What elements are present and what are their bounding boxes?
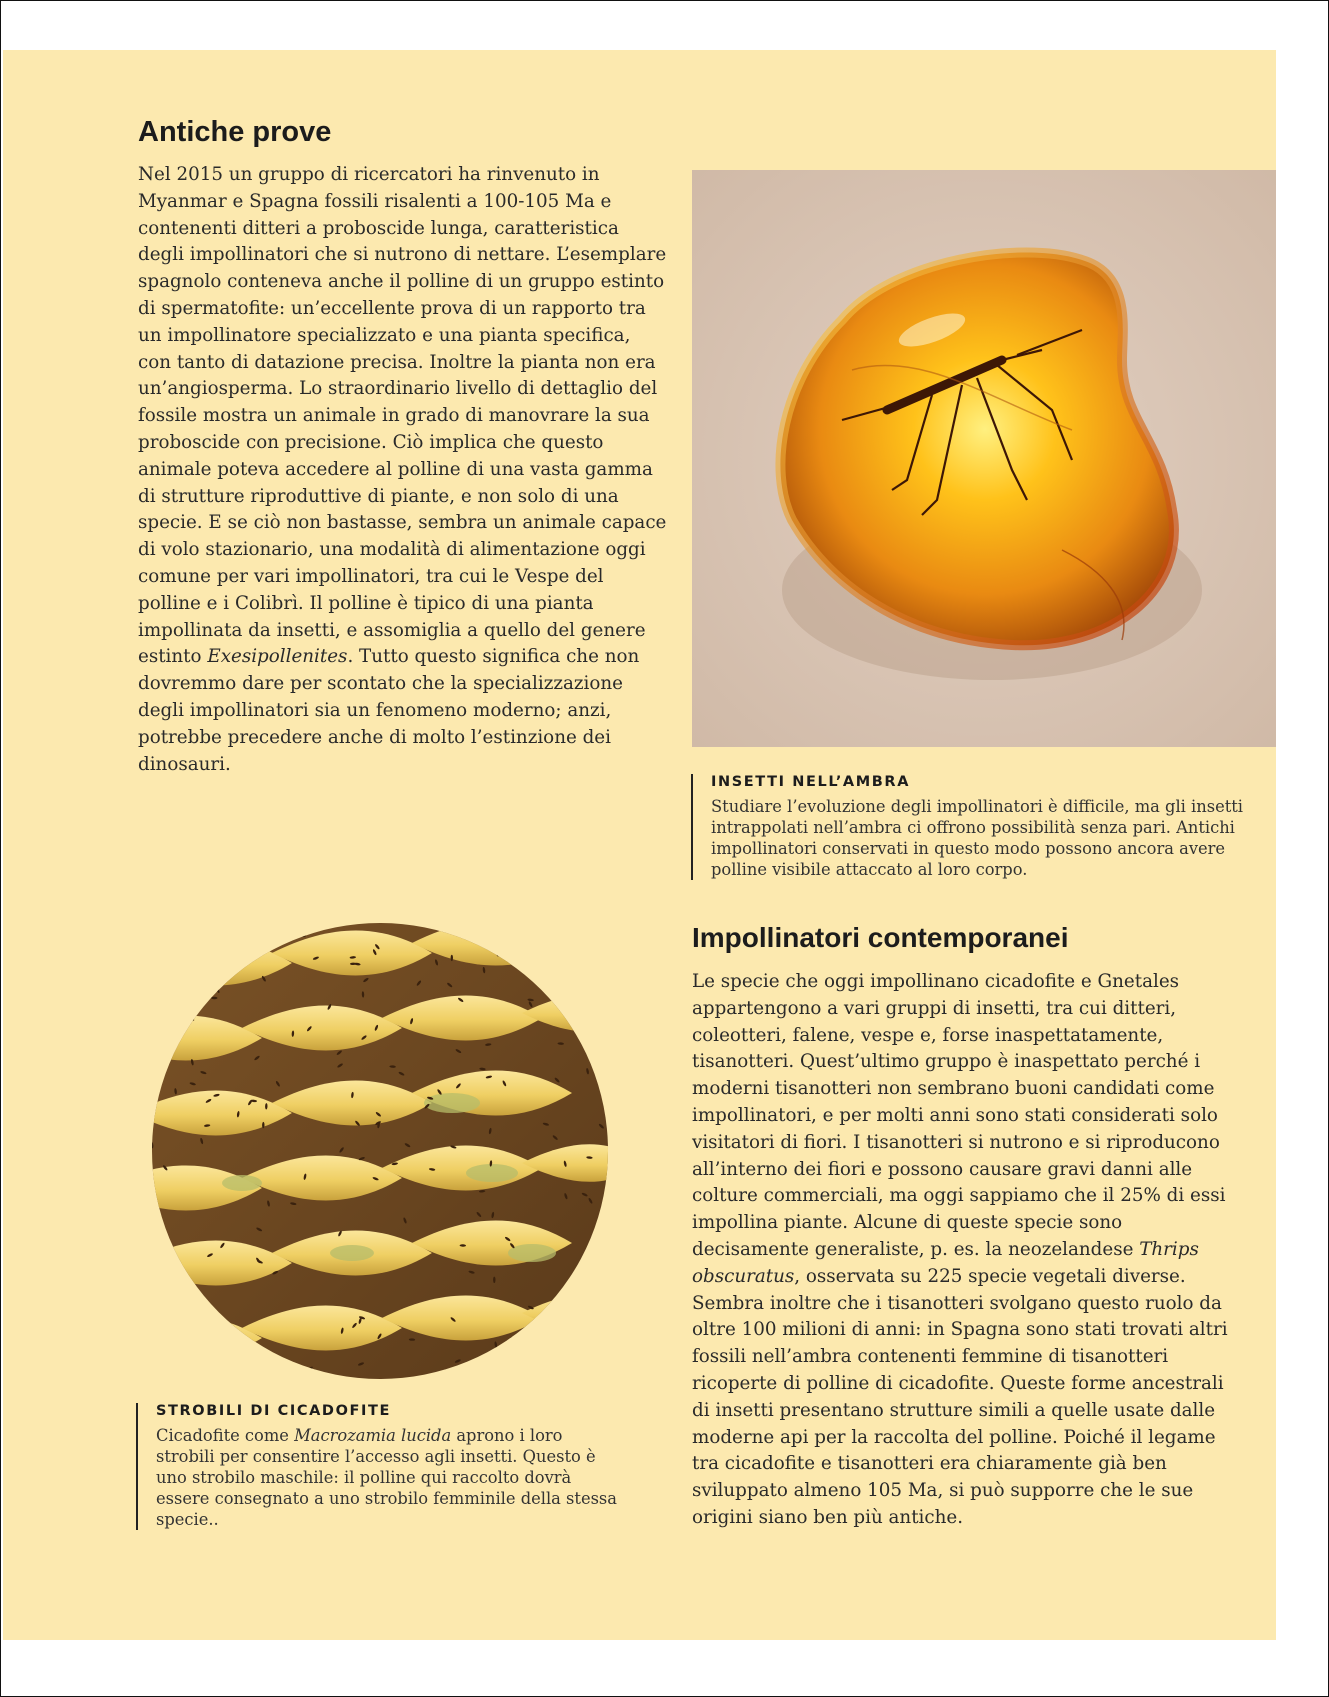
caption-amber: [691, 774, 1271, 880]
caption-italic-species: Macrozamia lucida: [294, 1426, 452, 1445]
section-body-antiche-prove: [138, 162, 668, 778]
caption-cone: [136, 1403, 626, 1530]
caption-cone-title: STROBILI DI CICADOFITE: [156, 1403, 391, 1419]
body-part: Le specie che oggi impollinano cicadofite e Gnetales appartengono a vari gruppi di insetti, tra cui ditteri, coleotteri, falene, vespe e, forse inaspettatamente, tisanotteri. Quest’ultimo gruppo è inaspettato perché i moderni tisanotteri non sembrano buoni candidati come impollinatori, e per molti anni sono stati considerati solo visitatori di fiori. I tisanotteri si nutrono e si riproducono all’interno dei fiori e possono causare gravi danni alle colture commerciali, ma oggi sappiamo che il 25% di essi impollina piante. Alcune di queste specie sono decisamente generaliste, p. es. la neozelandese: [692, 971, 1226, 1260]
caption-amber-title: INSETTI NELL’AMBRA: [711, 774, 911, 790]
section-body-impollinatori: [692, 969, 1237, 1532]
thrips-speck: [211, 997, 217, 999]
cone-illustration: [152, 923, 608, 1379]
body-italic-genus: Exesipollenites: [207, 646, 348, 668]
thrips-speck: [493, 1277, 495, 1283]
caption-cone-text: [156, 1425, 626, 1530]
caption-amber-text: Studiare l’evoluzione degli impollinatori è difficile, ma gli insetti intrappolati nell’ambra ci offrono possibilità senza pari. Antichi impollinatori conservati in questo modo possono ancora avere polline visibile attaccato al loro corpo.: [711, 797, 1244, 879]
thrips-speck: [451, 955, 453, 961]
caption-part: aprono i loro strobili per consentire l’accesso agli insetti. Questo è uno strobilo maschile: il polline qui raccolto dovrà essere consegnato a uno strobilo femminile della stessa specie..: [156, 1426, 617, 1529]
section-title-impollinatori: Impollinatori contemporanei: [692, 922, 1069, 953]
caption-part: Cicadofite come: [156, 1426, 295, 1445]
body-part: Nel 2015 un gruppo di ricercatori ha rinvenuto in Myanmar e Spagna fossili risalenti a 100-105 Ma e contenenti ditteri a proboscide lunga, caratteristica degli impollinatori che si nutrono di nettare. L’esemplare spagnolo conteneva anche il polline di un gruppo estinto di spermatofite: un’eccellente prova di un rapporto tra un impollinatore specializzato e una pianta specifica, con tanto di datazione precisa. Inoltre la pianta non era un’angiosperma. Lo straordinario livello di dettaglio del fossile mostra un animale in grado di manovrare la sua proboscide con precisione. Ciò implica che questo animale poteva accedere al polline di una vasta gamma di strutture riproduttive di piante, e non solo di una specie. E se ciò non bastasse, sembra un animale capace di volo stazionario, una modalità di alimentazione oggi comune per vari impollinatori, tra cui le Vespe del polline e i Colibrì. Il polline è tipico di una pianta impollinata da insetti, e assomiglia a quello del genere estinto: [138, 164, 667, 668]
section-title-antiche-prove: Antiche prove: [138, 116, 332, 148]
body-italic-species: Thrips obscuratus: [692, 1238, 1199, 1287]
body-part: . Tutto questo significa che non dovremmo dare per scontato che la specializzazione degli impollinatori sia un fenomeno moderno; anzi, potrebbe precedere anche di molto l’estinzione dei dinosauri.: [138, 646, 640, 775]
body-part: , osservata su 225 specie vegetali diverse. Sembra inoltre che i tisanotteri svolgano questo ruolo da oltre 100 milioni di anni: in Spagna sono stati trovati altri fossili nell’ambra contenenti femmine di tisanotteri ricoperte di polline di cicadofite. Queste forme ancestrali di insetti presentano strutture simili a quelle usate dalle moderne api per la raccolta del polline. Poiché il legame tra cicadofite e tisanotteri era chiaramente già ben sviluppato almeno 105 Ma, si può supporre che le sue origini siano ben più antiche.: [692, 1265, 1228, 1528]
cycad-cone-photo: [152, 923, 608, 1379]
amber-insect-photo: [692, 170, 1276, 747]
